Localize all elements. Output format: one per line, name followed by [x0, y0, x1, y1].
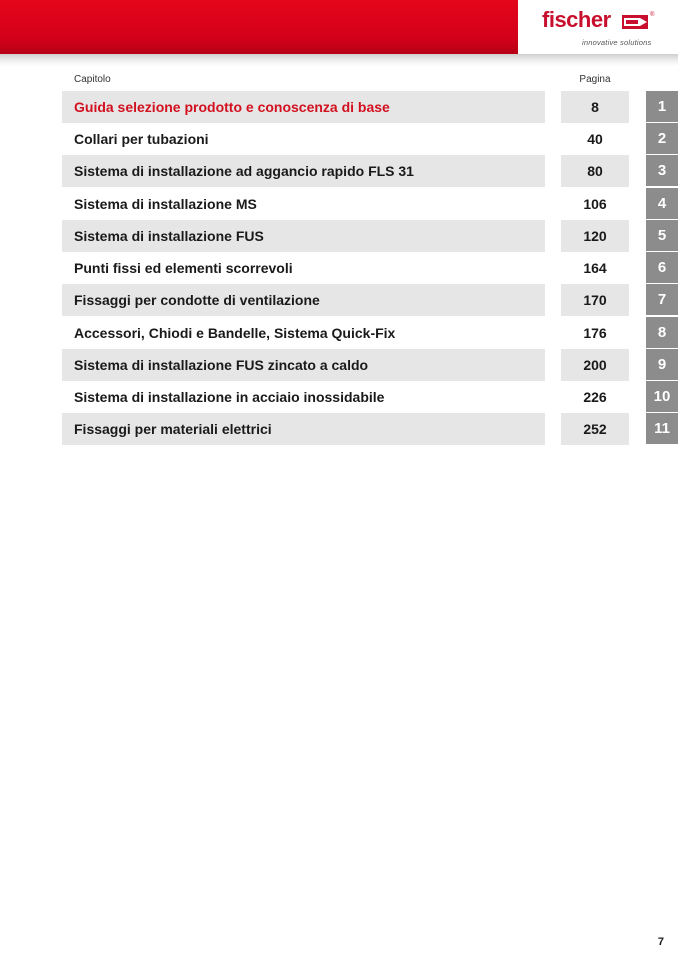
- chapter-title-cell: [62, 155, 545, 187]
- page-ref[interactable]: 226: [583, 389, 607, 405]
- page-cell: [561, 123, 629, 155]
- chapter-tab-number: 11: [654, 420, 670, 437]
- chapter-title[interactable]: Fissaggi per condotte di ventilazione: [74, 292, 320, 308]
- page-ref[interactable]: 106: [583, 196, 607, 212]
- chapter-tab-number: 1: [657, 98, 667, 115]
- chapter-tab[interactable]: [646, 155, 678, 187]
- toc-row[interactable]: [0, 413, 678, 445]
- chapter-tab[interactable]: [646, 252, 678, 284]
- page-number: 7: [657, 936, 664, 948]
- chapter-tab-number: 10: [653, 388, 671, 405]
- toc-row[interactable]: [0, 91, 678, 123]
- chapter-tab-number: 6: [657, 259, 667, 276]
- toc-row[interactable]: [0, 252, 678, 284]
- page-column-header: Pagina: [579, 74, 611, 85]
- chapter-tab-number: 4: [657, 195, 667, 212]
- chapter-title[interactable]: Sistema di installazione FUS: [74, 228, 264, 244]
- page-ref[interactable]: 40: [587, 131, 603, 147]
- chapter-tab[interactable]: [646, 91, 678, 123]
- page-ref[interactable]: 170: [583, 292, 607, 308]
- toc-row[interactable]: [0, 155, 678, 187]
- chapter-title[interactable]: Sistema di installazione FUS zincato a caldo: [74, 357, 369, 373]
- chapter-title[interactable]: Collari per tubazioni: [74, 131, 209, 147]
- chapter-tab-number: 2: [657, 130, 667, 147]
- chapter-tab[interactable]: [646, 220, 678, 252]
- page-cell: [561, 349, 629, 381]
- chapter-title-cell: [62, 123, 545, 155]
- chapter-title-cell: [62, 188, 545, 220]
- chapter-title-cell: [62, 317, 545, 349]
- chapter-tab[interactable]: [646, 123, 678, 155]
- brand-emblem-icon: [622, 15, 648, 29]
- chapter-title-cell: [62, 91, 545, 123]
- brand-logo: [518, 0, 678, 54]
- brand-tagline: innovative solutions: [582, 38, 652, 47]
- page-ref[interactable]: 164: [583, 260, 607, 276]
- registered-mark: ®: [650, 12, 655, 18]
- page-ref[interactable]: 8: [591, 99, 599, 115]
- toc-row[interactable]: [0, 317, 678, 349]
- page-ref[interactable]: 200: [583, 357, 607, 373]
- page-cell: [561, 284, 629, 316]
- toc-row[interactable]: [0, 220, 678, 252]
- header-red-band: [0, 0, 518, 54]
- chapter-title[interactable]: Sistema di installazione ad aggancio rapido FLS 31: [74, 163, 414, 179]
- page-ref[interactable]: 252: [583, 421, 607, 437]
- page-ref[interactable]: 120: [583, 228, 607, 244]
- chapter-title-cell: [62, 252, 545, 284]
- page-cell: [561, 188, 629, 220]
- toc-row[interactable]: [0, 284, 678, 316]
- chapter-column-header: Capitolo: [74, 74, 111, 85]
- chapter-tab[interactable]: [646, 413, 678, 445]
- chapter-title-cell: [62, 381, 545, 413]
- page-cell: [561, 155, 629, 187]
- chapter-tab[interactable]: [646, 317, 678, 349]
- page-cell: [561, 413, 629, 445]
- page-cell: [561, 317, 629, 349]
- chapter-title-cell: [62, 220, 545, 252]
- chapter-tab[interactable]: [646, 349, 678, 381]
- toc-row[interactable]: [0, 349, 678, 381]
- chapter-tab-number: 9: [657, 356, 667, 373]
- page-cell: [561, 91, 629, 123]
- chapter-title[interactable]: Accessori, Chiodi e Bandelle, Sistema Quick-Fix: [74, 325, 396, 341]
- header-shadow: [0, 54, 678, 66]
- page-cell: [561, 220, 629, 252]
- chapter-title[interactable]: Fissaggi per materiali elettrici: [74, 421, 272, 437]
- toc-row[interactable]: [0, 123, 678, 155]
- chapter-tab-number: 5: [657, 227, 667, 244]
- chapter-title-cell: [62, 413, 545, 445]
- chapter-tab[interactable]: [646, 188, 678, 220]
- chapter-tab-number: 3: [657, 162, 667, 179]
- page-ref[interactable]: 80: [587, 163, 603, 179]
- chapter-title[interactable]: Sistema di installazione MS: [74, 196, 257, 212]
- page-ref[interactable]: 176: [583, 325, 607, 341]
- chapter-title-cell: [62, 284, 545, 316]
- chapter-tab[interactable]: [646, 284, 678, 316]
- page-cell: [561, 381, 629, 413]
- toc-row[interactable]: [0, 188, 678, 220]
- chapter-title[interactable]: Punti fissi ed elementi scorrevoli: [74, 260, 293, 276]
- page-cell: [561, 252, 629, 284]
- chapter-title[interactable]: Sistema di installazione in acciaio inossidabile: [74, 389, 385, 405]
- chapter-tab[interactable]: [646, 381, 678, 413]
- toc-row[interactable]: [0, 381, 678, 413]
- chapter-tab-number: 7: [657, 291, 667, 308]
- chapter-title[interactable]: Guida selezione prodotto e conoscenza di base: [74, 99, 390, 115]
- chapter-tab-number: 8: [657, 324, 667, 341]
- brand-wordmark: fischer: [542, 7, 611, 32]
- chapter-title-cell: [62, 349, 545, 381]
